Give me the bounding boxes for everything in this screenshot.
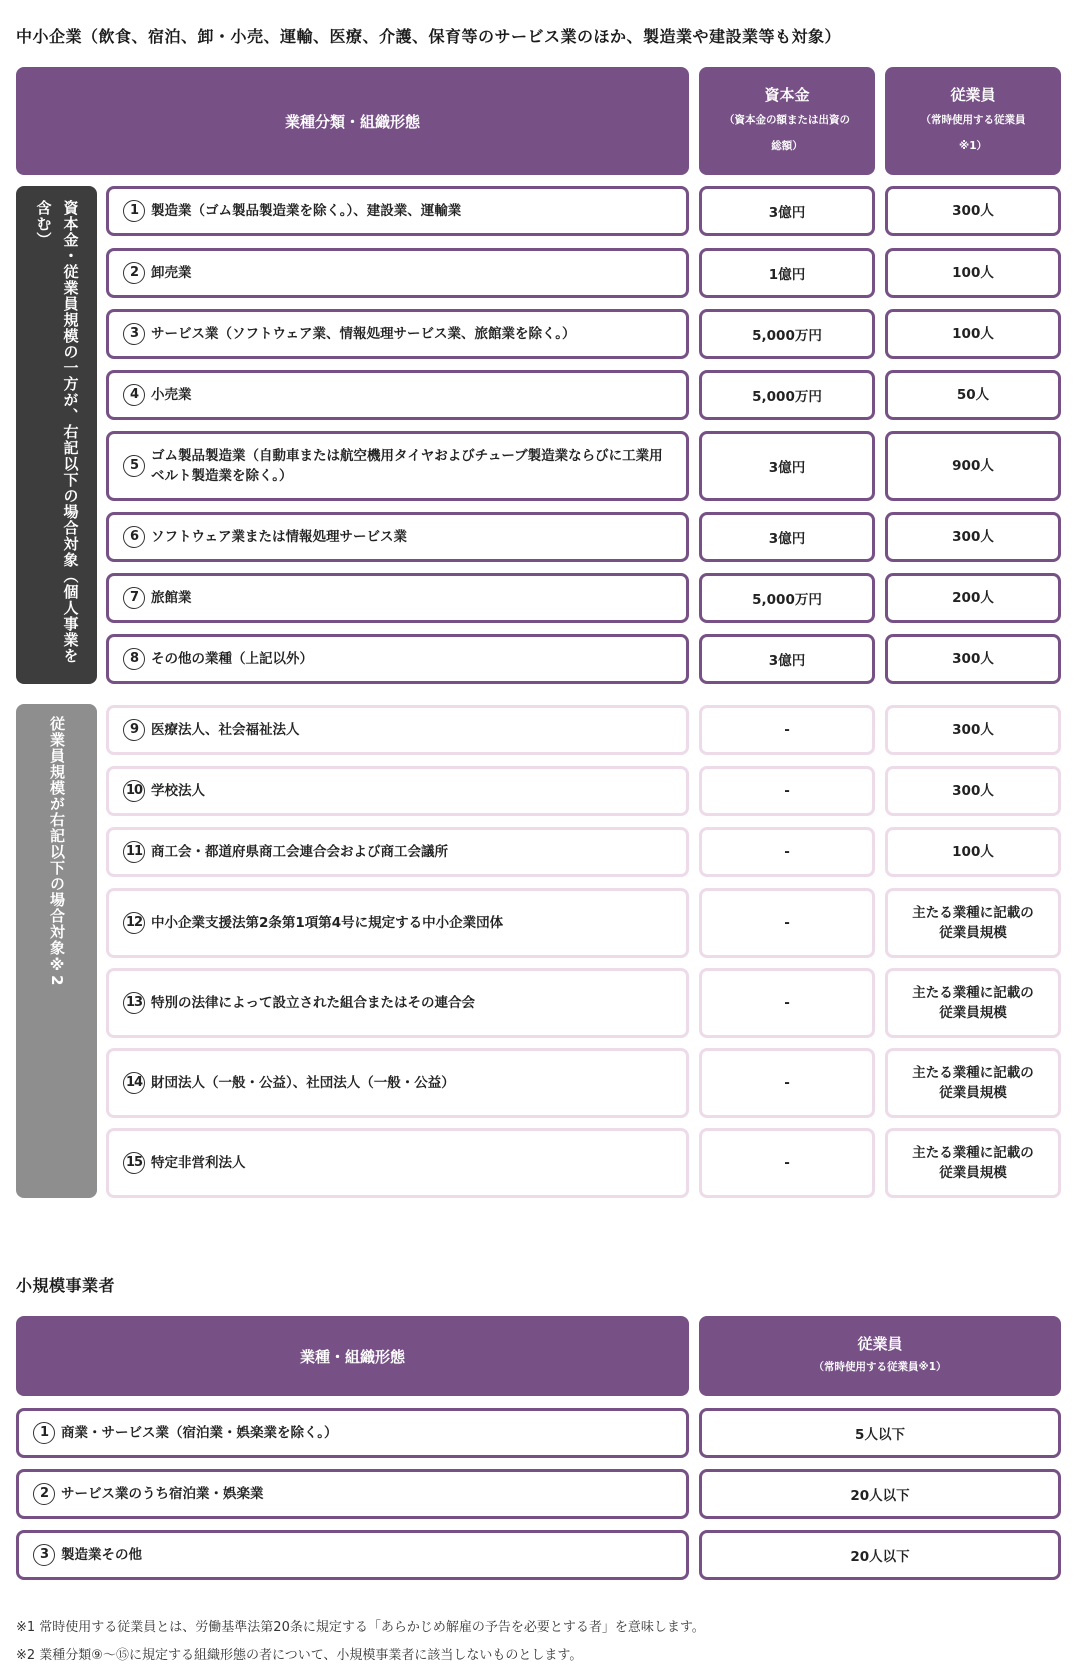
sme-row-employees: 300人 (952, 529, 994, 545)
sme-row-employees: 300人 (952, 203, 994, 219)
sme-row-11-name-cell (106, 827, 689, 877)
small-row-name: 商業・サービス業（宿泊業・娯楽業を除く。） (61, 1425, 338, 1441)
sme-row-3-employees-cell (885, 309, 1061, 359)
sme-row-8-employees-cell (885, 634, 1061, 684)
sme-row-employees: 200人 (952, 590, 994, 606)
sme-row-12-employees-cell (885, 888, 1061, 958)
sme-row-3-capital-cell (699, 309, 875, 359)
row-number-badge: 13 (123, 992, 145, 1014)
small-row-1-name-cell (16, 1408, 689, 1458)
sme-row-employees: 300人 (952, 783, 994, 799)
sme-row-15-capital-cell (699, 1128, 875, 1198)
sme-row-capital: 3億円 (768, 460, 806, 476)
sme-row-capital: 1億円 (768, 267, 806, 283)
sme-row-12-capital-cell (699, 888, 875, 958)
sme-row-5-name-cell (106, 431, 689, 501)
sme-row-name: 卸売業 (151, 265, 192, 281)
sme-row-5-capital-cell (699, 431, 875, 501)
small-row-employees: 5人以下 (855, 1427, 905, 1443)
employees-header-sub2: ※1） (958, 139, 987, 152)
group2-side-text: 従業員規模が右記以下の場合対象※2 (48, 716, 66, 987)
sme-row-2-capital-cell (699, 248, 875, 298)
sme-row-9-name-cell (106, 705, 689, 755)
employees-header-label: 従業員 (950, 85, 996, 104)
sme-row-8-capital-cell (699, 634, 875, 684)
sme-row-7-capital-cell (699, 573, 875, 623)
sme-row-capital: - (784, 722, 790, 738)
sme-row-employees: 主たる業種に記載の従業員規模 (912, 985, 1034, 1021)
employees-header-sub1: （常時使用する従業員 (920, 113, 1026, 126)
sme-row-15-employees-cell (885, 1128, 1061, 1198)
small-business-heading: 小規模事業者 (16, 1276, 116, 1295)
sme-row-capital: - (784, 1155, 790, 1171)
sme-category-header (16, 67, 689, 175)
sme-row-name: 製造業（ゴム製品製造業を除く。）、建設業、運輸業 (151, 203, 462, 219)
sme-row-13-employees-cell (885, 968, 1061, 1038)
sme-row-capital: - (784, 1075, 790, 1091)
row-number-badge: 1 (123, 200, 145, 222)
sme-row-capital: 3億円 (768, 653, 806, 669)
sme-row-1-name-cell (106, 186, 689, 236)
row-number-badge: 2 (123, 262, 145, 284)
sme-row-1-employees-cell (885, 186, 1061, 236)
sme-row-capital: - (784, 844, 790, 860)
sme-row-9-capital-cell (699, 705, 875, 755)
sme-row-8-name-cell (106, 634, 689, 684)
sme-row-14-name-cell (106, 1048, 689, 1118)
sme-row-7-employees-cell (885, 573, 1061, 623)
group2-side-label (16, 704, 97, 1198)
sme-row-2-employees-cell (885, 248, 1061, 298)
small-row-employees: 20人以下 (850, 1488, 910, 1504)
sme-row-10-name-cell (106, 766, 689, 816)
small-row-name: 製造業その他 (61, 1547, 142, 1563)
small-row-employees: 20人以下 (850, 1549, 910, 1565)
sme-row-5-employees-cell (885, 431, 1061, 501)
sme-row-capital: 3億円 (768, 531, 806, 547)
row-number-badge: 3 (33, 1544, 55, 1566)
sme-capital-header (699, 67, 875, 175)
row-number-badge: 3 (123, 323, 145, 345)
sme-row-name: サービス業（ソフトウェア業、情報処理サービス業、旅館業を除く。） (151, 326, 576, 342)
row-number-badge: 10 (123, 780, 145, 802)
sme-row-2-name-cell (106, 248, 689, 298)
small-employees-header (699, 1316, 1061, 1396)
sme-row-employees: 主たる業種に記載の従業員規模 (912, 1145, 1034, 1181)
sme-employees-header (885, 67, 1061, 175)
row-number-badge: 2 (33, 1483, 55, 1505)
sme-row-employees: 300人 (952, 651, 994, 667)
sme-row-name: その他の業種（上記以外） (151, 651, 313, 667)
sme-row-name: 特定非営利法人 (151, 1155, 246, 1171)
sme-row-4-employees-cell (885, 370, 1061, 420)
sme-row-6-employees-cell (885, 512, 1061, 562)
small-row-3-name-cell (16, 1530, 689, 1580)
row-number-badge: 15 (123, 1152, 145, 1174)
sme-row-13-name-cell (106, 968, 689, 1038)
footnote-1: ※1 常時使用する従業員とは、労働基準法第20条に規定する「あらかじめ解雇の予告を必要とする者」を意味します。 (16, 1620, 705, 1635)
small-row-name: サービス業のうち宿泊業・娯楽業 (61, 1486, 264, 1502)
sme-row-capital: 5,000万円 (752, 328, 822, 344)
row-number-badge: 7 (123, 587, 145, 609)
sme-row-capital: - (784, 995, 790, 1011)
sme-row-employees: 900人 (952, 458, 994, 474)
row-number-badge: 9 (123, 719, 145, 741)
sme-row-name: 学校法人 (151, 783, 205, 799)
sme-heading: 中小企業（飲食、宿泊、卸・小売、運輸、医療、介護、保育等のサービス業のほか、製造業や建設業等も対象） (16, 27, 842, 46)
sme-row-14-capital-cell (699, 1048, 875, 1118)
sme-row-name: ゴム製品製造業（自動車または航空機用タイヤおよびチューブ製造業ならびに工業用ベルト製造業を除く。） (151, 448, 663, 484)
sme-row-4-name-cell (106, 370, 689, 420)
sme-row-capital: - (784, 915, 790, 931)
sme-row-employees: 100人 (952, 265, 994, 281)
small-row-2-name-cell (16, 1469, 689, 1519)
sme-row-7-name-cell (106, 573, 689, 623)
row-number-badge: 1 (33, 1422, 55, 1444)
sme-row-1-capital-cell (699, 186, 875, 236)
sme-row-6-capital-cell (699, 512, 875, 562)
row-number-badge: 14 (123, 1072, 145, 1094)
sme-row-name: 特別の法律によって設立された組合またはその連合会 (151, 995, 475, 1011)
sme-row-capital: 3億円 (768, 205, 806, 221)
sme-row-6-name-cell (106, 512, 689, 562)
small-employees-header-label: 従業員 (857, 1334, 903, 1353)
sme-row-4-capital-cell (699, 370, 875, 420)
sme-row-9-employees-cell (885, 705, 1061, 755)
sme-row-employees: 主たる業種に記載の従業員規模 (912, 905, 1034, 941)
sme-row-employees: 主たる業種に記載の従業員規模 (912, 1065, 1034, 1101)
sme-row-capital: 5,000万円 (752, 592, 822, 608)
sme-row-3-name-cell (106, 309, 689, 359)
sme-row-13-capital-cell (699, 968, 875, 1038)
footnote-2: ※2 業種分類⑨〜⑮に規定する組織形態の者について、小規模事業者に該当しないものとします。 (16, 1648, 583, 1663)
group1-side-text: 資本金・従業員規模の一方が、右記以下の場合対象（個人事業を含む） (34, 200, 80, 664)
group1-side-label (16, 186, 97, 684)
sme-row-employees: 300人 (952, 722, 994, 738)
sme-row-name: ソフトウェア業または情報処理サービス業 (151, 529, 407, 545)
row-number-badge: 6 (123, 526, 145, 548)
small-category-header (16, 1316, 689, 1396)
row-number-badge: 5 (123, 455, 145, 477)
sme-row-15-name-cell (106, 1128, 689, 1198)
small-employees-header-sub: （常時使用する従業員※1） (813, 1360, 947, 1373)
sme-row-name: 小売業 (151, 387, 192, 403)
row-number-badge: 4 (123, 384, 145, 406)
sme-row-employees: 100人 (952, 844, 994, 860)
sme-row-capital: - (784, 783, 790, 799)
row-number-badge: 8 (123, 648, 145, 670)
sme-row-employees: 100人 (952, 326, 994, 342)
capital-header-sub1: （資本金の額または出資の (724, 113, 850, 126)
sme-row-name: 商工会・都道府県商工会連合会および商工会議所 (151, 844, 448, 860)
capital-header-sub2: 総額） (771, 139, 803, 152)
sme-row-10-employees-cell (885, 766, 1061, 816)
sme-row-employees: 50人 (956, 387, 990, 403)
row-number-badge: 12 (123, 912, 145, 934)
capital-header-label: 資本金 (764, 85, 810, 104)
row-number-badge: 11 (123, 841, 145, 863)
small-category-header-label: 業種・組織形態 (299, 1347, 405, 1366)
small-row-3-employees-cell (699, 1530, 1061, 1580)
sme-row-12-name-cell (106, 888, 689, 958)
sme-category-header-label: 業種分類・組織形態 (284, 112, 420, 131)
sme-row-10-capital-cell (699, 766, 875, 816)
small-row-2-employees-cell (699, 1469, 1061, 1519)
small-row-1-employees-cell (699, 1408, 1061, 1458)
sme-row-11-capital-cell (699, 827, 875, 877)
sme-row-capital: 5,000万円 (752, 389, 822, 405)
sme-row-14-employees-cell (885, 1048, 1061, 1118)
sme-row-name: 医療法人、社会福祉法人 (151, 722, 300, 738)
sme-row-name: 中小企業支援法第2条第1項第4号に規定する中小企業団体 (151, 915, 504, 931)
sme-row-11-employees-cell (885, 827, 1061, 877)
sme-row-name: 財団法人（一般・公益）、社団法人（一般・公益） (151, 1075, 455, 1091)
sme-row-name: 旅館業 (151, 590, 192, 606)
